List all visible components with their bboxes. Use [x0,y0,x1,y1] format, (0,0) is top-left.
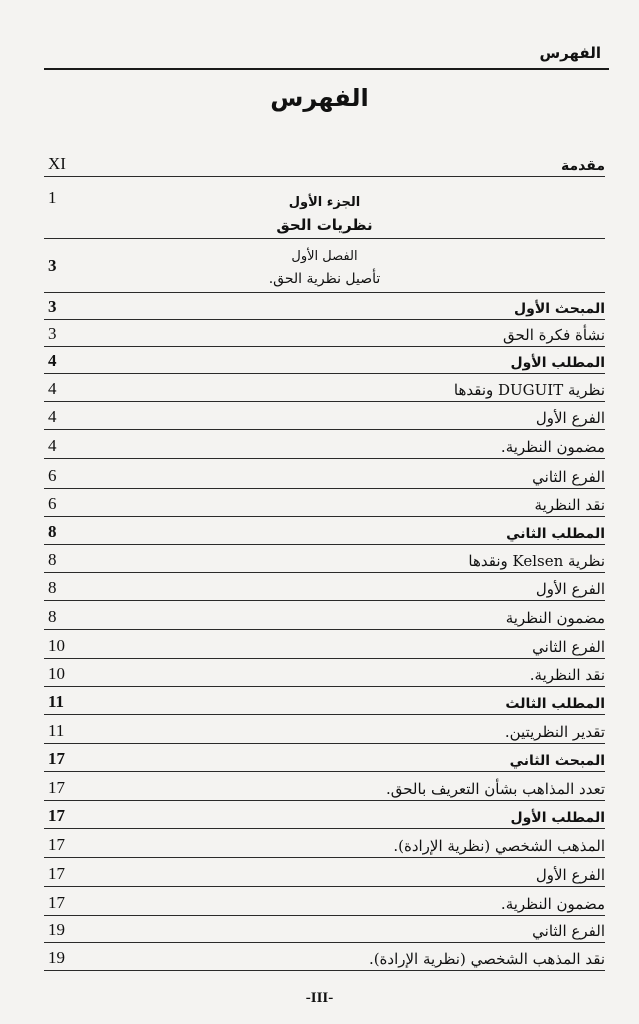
toc-entry-label: نقد المذهب الشخصي (نظرية الإرادة). [368,950,605,968]
toc-entry-page: 3 [48,256,57,275]
toc-entry-label: مضمون النظرية. [500,438,605,456]
toc-entry-page: 1 [48,188,57,207]
toc-entry-part-one[interactable] [44,178,605,239]
toc-entry[interactable] [44,518,605,545]
toc-entry[interactable] [44,574,605,601]
toc-entry[interactable] [44,490,605,517]
toc-entry[interactable] [44,830,605,858]
header-rule [44,68,609,70]
toc-entry[interactable] [44,294,605,320]
toc-entry-page: 6 [48,494,57,513]
toc-entry-label: المطلب الأول [510,810,605,826]
toc-entry[interactable] [44,631,605,659]
toc-entry-label: تقدير النظريتين. [504,723,605,741]
toc-entry-page: 10 [48,636,65,655]
toc-entry-page: 4 [48,351,57,370]
part-label: الجزء الأول [288,195,361,210]
toc-entry-label: الفرع الثاني [532,922,605,940]
toc-entry-label [44,246,605,290]
toc-entry-page: 19 [48,920,65,939]
toc-entry-page: 17 [48,835,65,854]
toc-entry[interactable] [44,888,605,916]
toc-entry-label: المبحث الأول [513,301,605,317]
toc-entry[interactable] [44,375,605,402]
toc-entry-page: 11 [48,721,65,740]
toc-entry-page: 19 [48,948,65,967]
toc-entry[interactable] [44,716,605,744]
toc-entry-page: 4 [48,407,57,426]
toc-entry-label: الفرع الأول [535,866,605,884]
toc-entry[interactable] [44,944,605,971]
toc-entry[interactable] [44,321,605,347]
toc-entry-label: نظرية DUGUIT ونقدها [453,381,605,399]
toc-entry-label: مضمون النظرية. [500,895,605,913]
toc-entry[interactable] [44,802,605,829]
toc-entry[interactable] [44,460,605,489]
toc-entry-label: مضمون النظرية [505,609,605,627]
page-title: الفهرس [270,84,369,112]
toc-entry-label: نقد النظرية. [529,666,605,684]
toc-entry-label: المطلب الثاني [506,526,605,542]
toc-entry-page: 17 [48,864,65,883]
toc-entry-page: 8 [48,550,57,569]
toc-entry[interactable] [44,773,605,801]
toc-entry-label [44,192,605,236]
toc-entry-chapter-one[interactable] [44,240,605,293]
toc-entry-page: 8 [48,578,57,597]
toc-entry[interactable] [44,688,605,715]
toc-entry-page: 17 [48,778,65,797]
toc-entry-page: XI [48,154,66,173]
toc-entry-label: المطلب الثالث [505,696,605,712]
toc-entry-label: نظرية Kelsen ونقدها [468,552,605,570]
toc-entry-label: المطلب الأول [510,355,605,371]
toc-entry-page: 4 [48,379,57,398]
toc-entry[interactable] [44,403,605,430]
toc-entry[interactable] [44,859,605,887]
toc-entry-introduction[interactable] [44,150,605,177]
toc-entry-page: 17 [48,893,65,912]
toc-entry[interactable] [44,431,605,459]
toc-entry-page: 3 [48,297,57,316]
toc-entry[interactable] [44,348,605,374]
toc-entry-label: الفرع الثاني [532,638,605,656]
toc-entry[interactable] [44,602,605,630]
toc-entry[interactable] [44,660,605,687]
toc-entry[interactable] [44,546,605,573]
toc-entry-label: المبحث الثاني [509,753,605,769]
toc-entry-page: 3 [48,324,57,343]
toc-entry-label: المذهب الشخصي (نظرية الإرادة). [393,837,605,855]
page-number-footer: -III- [305,990,334,1006]
toc-entry-page: 10 [48,664,65,683]
part-title: نظريات الحق [276,216,373,234]
toc-entry-label: نقد النظرية [534,496,605,514]
toc-entry-page: 17 [48,749,65,768]
chapter-title: تأصيل نظرية الحق. [268,271,381,287]
toc-entry-label: الفرع الأول [535,580,605,598]
toc-entry-label: الفرع الثاني [532,468,605,486]
toc-entry-page: 8 [48,607,57,626]
toc-entry-label: نشأة فكرة الحق [502,326,605,344]
toc-entry[interactable] [44,917,605,943]
toc-entry-page: 11 [48,692,65,711]
toc-entry-label: مقدمة [561,158,605,174]
toc-entry[interactable] [44,745,605,772]
toc-entry-page: 4 [48,436,57,455]
chapter-label: الفصل الأول [291,249,358,264]
toc-entry-label: تعدد المذاهب بشأن التعريف بالحق. [385,780,605,798]
toc-entry-page: 6 [48,466,57,485]
toc-entry-page: 8 [48,522,57,541]
toc-entry-page: 17 [48,806,65,825]
running-header: الفهرس [539,44,601,62]
toc-entry-label: الفرع الأول [535,409,605,427]
